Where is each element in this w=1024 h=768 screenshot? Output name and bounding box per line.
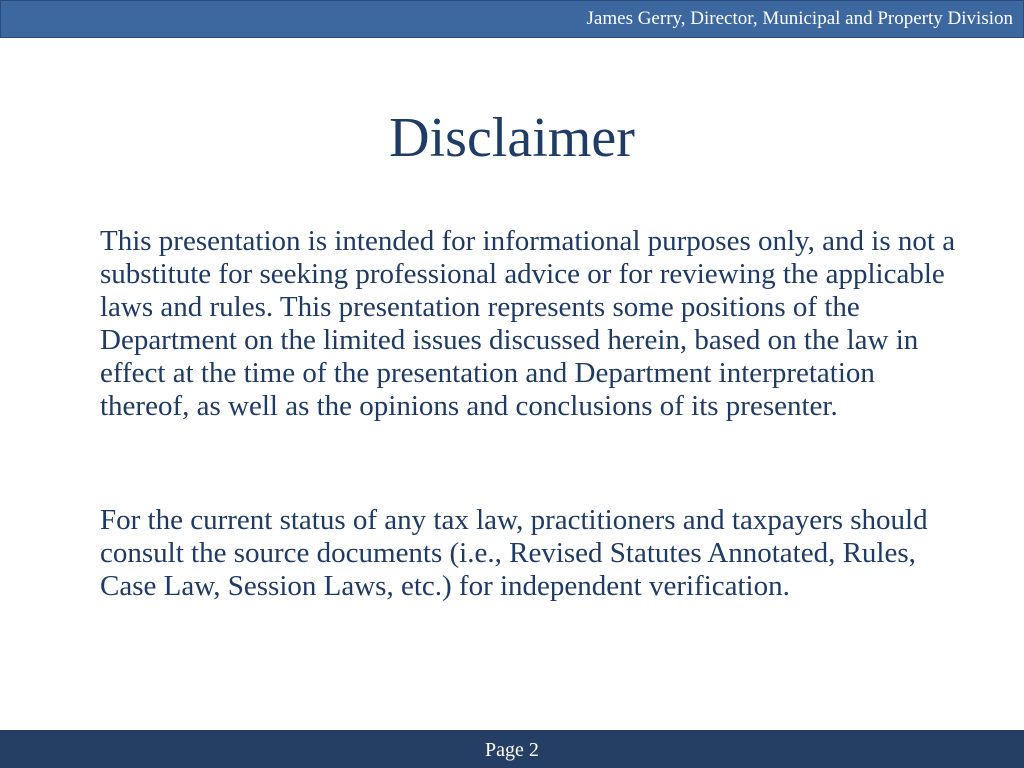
- disclaimer-paragraph-2: For the current status of any tax law, practitioners and taxpayers should consult the source documents (i.e., Revised Statutes Annotated, Rules, Case Law, Session Laws, etc.) for independent verification.: [100, 504, 928, 602]
- disclaimer-paragraph-1: This presentation is intended for informational purposes only, and is not a substitute for seeking professional advice or for reviewing the applicable laws and rules. This presentation represents some positions of the Department on the limited issues discussed herein, based on the law in effect at the time of the presentation and Department interpretation thereof, as well as the opinions and conclusions of its presenter.: [100, 225, 956, 422]
- header-bar: [0, 0, 1024, 38]
- footer-bar: [0, 730, 1024, 768]
- page-number: Page 2: [485, 739, 539, 761]
- presenter-credit: James Gerry, Director, Municipal and Property Division: [586, 8, 1013, 29]
- slide-title: Disclaimer: [389, 107, 635, 169]
